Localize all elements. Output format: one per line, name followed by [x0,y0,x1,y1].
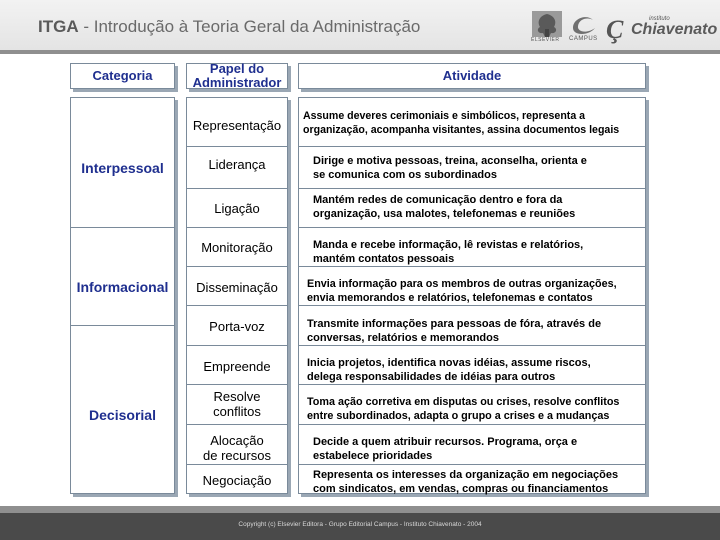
campus-logo-text: CAMPUS [569,36,598,42]
header-categoria: Categoria [70,63,175,89]
header-papel-line2: Administrador [192,75,282,90]
activity-divider [299,345,645,346]
category-divider [71,325,174,326]
role-empreende: Empreende [203,359,271,374]
chiavenato-logo-small: instituto [649,16,670,22]
activity-column [298,97,646,494]
role-divider [187,384,287,385]
role-divider [187,146,287,147]
role-representacao: Representação [192,118,282,133]
header-papel-line1: Papel do [209,61,265,76]
campus-swirl-icon [569,12,599,36]
activity-resolve-conflitos: Toma ação corretiva em disputas ou crises, resolve conflitos entre subordinados, adapta o grupo a crises e a mudanças [307,396,620,422]
footer-copyright: Copyright (c) Elsevier Editora - Grupo Editorial Campus - Instituto Chiavenato - 2004 [238,521,482,528]
chiavenato-c-icon: Ç [606,15,624,44]
slide-footer [0,513,720,540]
role-divider [187,424,287,425]
footer-divider [0,506,720,513]
header-papel [186,63,288,89]
activity-divider [299,266,645,267]
role-monitoracao: Monitoração [201,240,273,255]
activity-negociacao: Representa os interesses da organização em negociações com sindicatos, em vendas, compras ou financiamentos [313,469,619,495]
title-acronym: ITGA [38,17,79,36]
activity-divider [299,424,645,425]
slide-title [38,17,420,37]
activity-divider [299,188,645,189]
activity-representacao: Assume deveres cerimoniais e simbólicos, representa a organização, acompanha visitantes, assina documentos legais [303,110,620,136]
role-alocacao-line1: Alocação [210,433,264,448]
role-alocacao-recursos [187,433,287,463]
activity-ligacao: Mantém redes de comunicação dentro e fora da organização, usa malotes, telefonemas e reuniões [313,194,576,220]
role-divider [187,464,287,465]
role-ligacao: Ligação [214,201,260,216]
category-interpessoal: Interpessoal [81,160,164,176]
activity-divider [299,464,645,465]
category-informacional: Informacional [76,279,169,295]
slide-header [0,0,720,50]
activity-divider [299,305,645,306]
activity-monitoracao: Manda e recebe informação, lê revistas e relatórios, mantém contatos pessoais [313,239,584,265]
role-divider [187,345,287,346]
category-divider [71,227,174,228]
activity-alocacao-recursos: Decide a quem atribuir recursos. Programa, orça e estabelece prioridades [313,436,578,462]
role-divider [187,227,287,228]
role-divider [187,188,287,189]
header-atividade: Atividade [298,63,646,89]
activity-divider [299,227,645,228]
elsevier-logo-text: ELSEVIER [531,37,560,43]
role-disseminacao: Disseminação [196,280,278,295]
activity-divider [299,384,645,385]
role-porta-voz: Porta-voz [209,319,265,334]
header-divider [0,50,720,54]
role-divider [187,266,287,267]
role-resolve-conflitos [187,389,287,419]
role-resolve-line2: conflitos [213,404,261,419]
activity-divider [299,146,645,147]
chiavenato-logo-text: Chiavenato [631,21,718,38]
activity-empreende: Inicia projetos, identifica novas idéias, assume riscos, delega responsabilidades de idéias para outros [307,357,591,383]
category-column [70,97,175,494]
role-lideranca: Liderança [208,157,266,172]
role-alocacao-line2: de recursos [203,448,271,463]
activity-porta-voz: Transmite informações para pessoas de fóra, através de conversas, relatórios e memorandos [307,318,602,344]
category-decisorial: Decisorial [89,407,156,423]
activity-disseminacao: Envia informação para os membros de outras organizações, envia memorandos e relatórios, telefonemas e contatos [307,278,617,304]
role-column [186,97,288,494]
role-resolve-line1: Resolve [213,389,261,404]
activity-lideranca: Dirige e motiva pessoas, treina, aconselha, orienta e se comunica com os subordinados [313,155,587,181]
role-negociacao: Negociação [202,473,272,488]
title-text: - Introdução à Teoria Geral da Administração [78,17,421,36]
role-divider [187,305,287,306]
